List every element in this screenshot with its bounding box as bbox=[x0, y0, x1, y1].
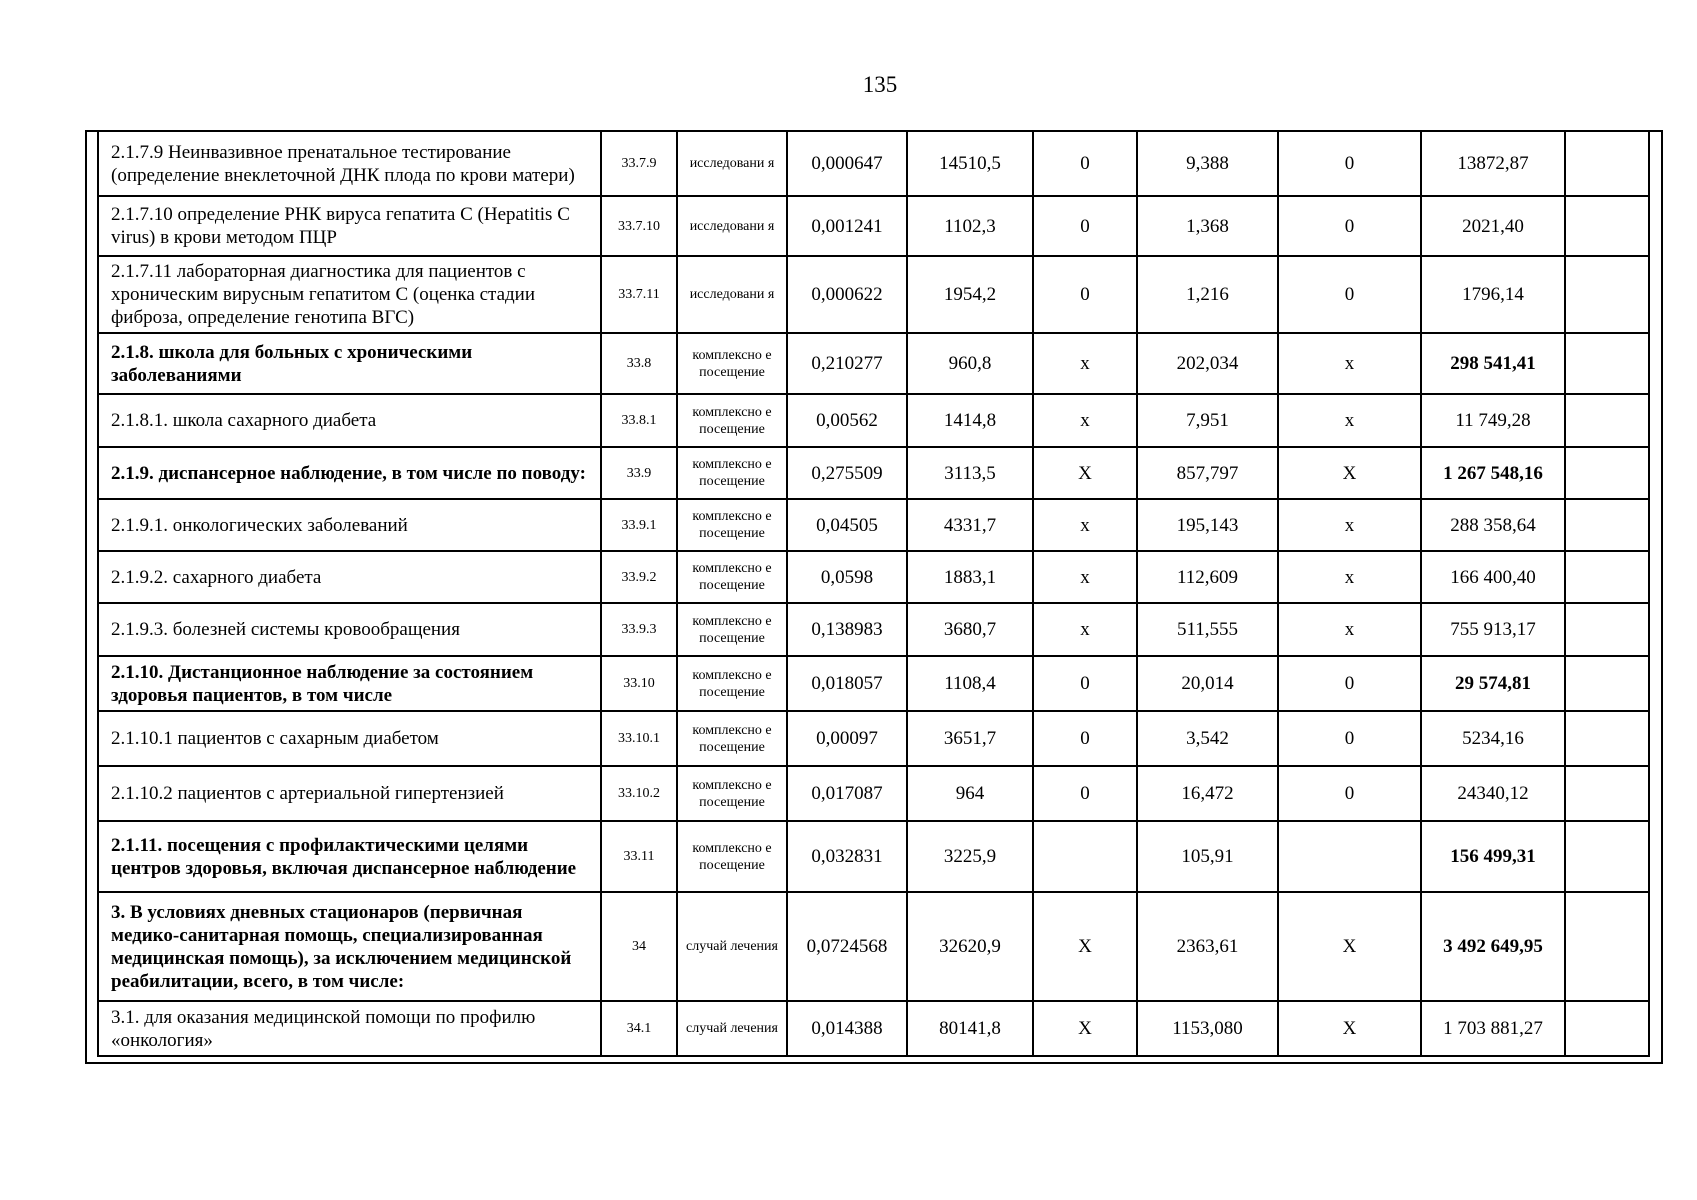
row-unit: комплексно е посещение bbox=[677, 821, 787, 892]
table-row bbox=[98, 711, 1649, 766]
row-total: 11 749,28 bbox=[1421, 394, 1565, 447]
row-unit: исследовани я bbox=[677, 256, 787, 333]
row-col7: 3,542 bbox=[1137, 711, 1278, 766]
row-unit: комплексно е посещение bbox=[677, 656, 787, 711]
table-row bbox=[98, 447, 1649, 499]
row-name: 2.1.10.1 пациентов с сахарным диабетом bbox=[98, 711, 601, 766]
row-cost: 14510,5 bbox=[907, 131, 1033, 196]
row-unit: исследовани я bbox=[677, 196, 787, 256]
row-col7: 1153,080 bbox=[1137, 1001, 1278, 1056]
row-col6: X bbox=[1033, 1001, 1137, 1056]
row-total: 298 541,41 bbox=[1421, 333, 1565, 394]
row-total: 1796,14 bbox=[1421, 256, 1565, 333]
row-col7: 511,555 bbox=[1137, 603, 1278, 656]
row-norm: 0,0724568 bbox=[787, 892, 907, 1001]
row-col6: x bbox=[1033, 551, 1137, 603]
row-cost: 3651,7 bbox=[907, 711, 1033, 766]
row-name: 2.1.9.1. онкологических заболеваний bbox=[98, 499, 601, 551]
row-extra bbox=[1565, 892, 1649, 1001]
row-col6: x bbox=[1033, 394, 1137, 447]
table-row bbox=[98, 551, 1649, 603]
row-extra bbox=[1565, 256, 1649, 333]
row-extra bbox=[1565, 656, 1649, 711]
row-norm: 0,001241 bbox=[787, 196, 907, 256]
row-code: 34 bbox=[601, 892, 677, 1001]
row-total: 24340,12 bbox=[1421, 766, 1565, 821]
row-cost: 1883,1 bbox=[907, 551, 1033, 603]
row-col7: 1,216 bbox=[1137, 256, 1278, 333]
row-code: 34.1 bbox=[601, 1001, 677, 1056]
page-number: 135 bbox=[862, 72, 898, 97]
row-col6: 0 bbox=[1033, 256, 1137, 333]
row-cost: 1414,8 bbox=[907, 394, 1033, 447]
row-total: 29 574,81 bbox=[1421, 656, 1565, 711]
row-norm: 0,000622 bbox=[787, 256, 907, 333]
row-col6: 0 bbox=[1033, 766, 1137, 821]
row-code: 33.7.10 bbox=[601, 196, 677, 256]
row-col7: 9,388 bbox=[1137, 131, 1278, 196]
row-col6: 0 bbox=[1033, 196, 1137, 256]
row-col6: x bbox=[1033, 499, 1137, 551]
row-total: 1 703 881,27 bbox=[1421, 1001, 1565, 1056]
row-col8 bbox=[1278, 821, 1421, 892]
row-cost: 964 bbox=[907, 766, 1033, 821]
table-row bbox=[98, 603, 1649, 656]
table-row bbox=[98, 196, 1649, 256]
row-col8: X bbox=[1278, 892, 1421, 1001]
row-norm: 0,00097 bbox=[787, 711, 907, 766]
table-row bbox=[98, 131, 1649, 196]
row-code: 33.10.1 bbox=[601, 711, 677, 766]
row-unit: случай лечения bbox=[677, 1001, 787, 1056]
row-unit: комплексно е посещение bbox=[677, 551, 787, 603]
row-extra bbox=[1565, 447, 1649, 499]
row-name: 2.1.11. посещения с профилактическими целями центров здоровья, включая диспансерное наблюдение bbox=[98, 821, 601, 892]
row-extra bbox=[1565, 499, 1649, 551]
row-norm: 0,017087 bbox=[787, 766, 907, 821]
row-norm: 0,275509 bbox=[787, 447, 907, 499]
row-extra bbox=[1565, 766, 1649, 821]
row-col8: 0 bbox=[1278, 196, 1421, 256]
row-name: 2.1.8. школа для больных с хроническими заболеваниями bbox=[98, 333, 601, 394]
row-col7: 202,034 bbox=[1137, 333, 1278, 394]
row-col8: 0 bbox=[1278, 131, 1421, 196]
row-col8: 0 bbox=[1278, 711, 1421, 766]
row-cost: 4331,7 bbox=[907, 499, 1033, 551]
data-table bbox=[97, 130, 1650, 1057]
row-total: 156 499,31 bbox=[1421, 821, 1565, 892]
table-row bbox=[98, 656, 1649, 711]
row-extra bbox=[1565, 394, 1649, 447]
row-total: 3 492 649,95 bbox=[1421, 892, 1565, 1001]
row-col8: 0 bbox=[1278, 766, 1421, 821]
row-cost: 32620,9 bbox=[907, 892, 1033, 1001]
row-code: 33.9.3 bbox=[601, 603, 677, 656]
row-unit: комплексно е посещение bbox=[677, 603, 787, 656]
row-name: 2.1.7.10 определение РНК вируса гепатита С (Hepatitis C virus) в крови методом ПЦР bbox=[98, 196, 601, 256]
row-col7: 2363,61 bbox=[1137, 892, 1278, 1001]
row-name: 2.1.10. Дистанционное наблюдение за состоянием здоровья пациентов, в том числе bbox=[98, 656, 601, 711]
row-norm: 0,210277 bbox=[787, 333, 907, 394]
row-total: 755 913,17 bbox=[1421, 603, 1565, 656]
row-col7: 105,91 bbox=[1137, 821, 1278, 892]
row-total: 5234,16 bbox=[1421, 711, 1565, 766]
row-cost: 1954,2 bbox=[907, 256, 1033, 333]
row-col8: X bbox=[1278, 1001, 1421, 1056]
row-cost: 1102,3 bbox=[907, 196, 1033, 256]
row-code: 33.10 bbox=[601, 656, 677, 711]
row-cost: 1108,4 bbox=[907, 656, 1033, 711]
row-unit: случай лечения bbox=[677, 892, 787, 1001]
row-extra bbox=[1565, 551, 1649, 603]
table-row bbox=[98, 256, 1649, 333]
row-name: 2.1.9.2. сахарного диабета bbox=[98, 551, 601, 603]
row-unit: комплексно е посещение bbox=[677, 447, 787, 499]
row-col7: 20,014 bbox=[1137, 656, 1278, 711]
row-name: 2.1.10.2 пациентов с артериальной гипертензией bbox=[98, 766, 601, 821]
row-unit: комплексно е посещение bbox=[677, 711, 787, 766]
row-extra bbox=[1565, 821, 1649, 892]
row-code: 33.7.9 bbox=[601, 131, 677, 196]
row-total: 2021,40 bbox=[1421, 196, 1565, 256]
row-cost: 80141,8 bbox=[907, 1001, 1033, 1056]
row-norm: 0,032831 bbox=[787, 821, 907, 892]
row-col6: x bbox=[1033, 333, 1137, 394]
table-row bbox=[98, 766, 1649, 821]
row-col6: X bbox=[1033, 892, 1137, 1001]
row-code: 33.11 bbox=[601, 821, 677, 892]
row-col7: 16,472 bbox=[1137, 766, 1278, 821]
row-extra bbox=[1565, 711, 1649, 766]
row-col7: 7,951 bbox=[1137, 394, 1278, 447]
row-extra bbox=[1565, 333, 1649, 394]
row-col6 bbox=[1033, 821, 1137, 892]
row-unit: комплексно е посещение bbox=[677, 333, 787, 394]
row-unit: исследовани я bbox=[677, 131, 787, 196]
row-name: 2.1.9.3. болезней системы кровообращения bbox=[98, 603, 601, 656]
row-extra bbox=[1565, 196, 1649, 256]
row-name: 2.1.9. диспансерное наблюдение, в том числе по поводу: bbox=[98, 447, 601, 499]
row-name: 2.1.8.1. школа сахарного диабета bbox=[98, 394, 601, 447]
row-col6: 0 bbox=[1033, 131, 1137, 196]
row-col8: 0 bbox=[1278, 656, 1421, 711]
row-col8: x bbox=[1278, 499, 1421, 551]
row-unit: комплексно е посещение bbox=[677, 394, 787, 447]
row-extra bbox=[1565, 131, 1649, 196]
row-code: 33.8.1 bbox=[601, 394, 677, 447]
row-total: 1 267 548,16 bbox=[1421, 447, 1565, 499]
row-norm: 0,138983 bbox=[787, 603, 907, 656]
row-name: 2.1.7.11 лабораторная диагностика для пациентов с хроническим вирусным гепатитом С (оценка стадии фиброза, определение генотипа ВГС) bbox=[98, 256, 601, 333]
row-col7: 1,368 bbox=[1137, 196, 1278, 256]
row-col8: X bbox=[1278, 447, 1421, 499]
row-code: 33.9 bbox=[601, 447, 677, 499]
row-unit: комплексно е посещение bbox=[677, 766, 787, 821]
table-row bbox=[98, 394, 1649, 447]
row-norm: 0,014388 bbox=[787, 1001, 907, 1056]
row-col6: 0 bbox=[1033, 656, 1137, 711]
row-col8: x bbox=[1278, 394, 1421, 447]
row-col6: 0 bbox=[1033, 711, 1137, 766]
row-cost: 3113,5 bbox=[907, 447, 1033, 499]
row-col8: 0 bbox=[1278, 256, 1421, 333]
table-row bbox=[98, 821, 1649, 892]
row-name: 3.1. для оказания медицинской помощи по профилю «онкология» bbox=[98, 1001, 601, 1056]
row-total: 13872,87 bbox=[1421, 131, 1565, 196]
row-code: 33.8 bbox=[601, 333, 677, 394]
row-code: 33.10.2 bbox=[601, 766, 677, 821]
row-code: 33.7.11 bbox=[601, 256, 677, 333]
row-code: 33.9.2 bbox=[601, 551, 677, 603]
row-norm: 0,018057 bbox=[787, 656, 907, 711]
row-unit: комплексно е посещение bbox=[677, 499, 787, 551]
row-extra bbox=[1565, 603, 1649, 656]
row-norm: 0,00562 bbox=[787, 394, 907, 447]
row-norm: 0,04505 bbox=[787, 499, 907, 551]
row-col6: X bbox=[1033, 447, 1137, 499]
row-col7: 195,143 bbox=[1137, 499, 1278, 551]
row-col8: x bbox=[1278, 603, 1421, 656]
row-col8: x bbox=[1278, 333, 1421, 394]
row-col7: 112,609 bbox=[1137, 551, 1278, 603]
table-row bbox=[98, 499, 1649, 551]
row-cost: 960,8 bbox=[907, 333, 1033, 394]
row-col8: x bbox=[1278, 551, 1421, 603]
row-norm: 0,0598 bbox=[787, 551, 907, 603]
row-cost: 3680,7 bbox=[907, 603, 1033, 656]
row-col7: 857,797 bbox=[1137, 447, 1278, 499]
row-col6: x bbox=[1033, 603, 1137, 656]
table-row bbox=[98, 892, 1649, 1001]
row-total: 288 358,64 bbox=[1421, 499, 1565, 551]
table-row bbox=[98, 1001, 1649, 1056]
row-total: 166 400,40 bbox=[1421, 551, 1565, 603]
row-extra bbox=[1565, 1001, 1649, 1056]
row-code: 33.9.1 bbox=[601, 499, 677, 551]
table-row bbox=[98, 333, 1649, 394]
row-name: 3. В условиях дневных стационаров (первичная медико-санитарная помощь, специализированная медицинская помощь), за исключением медицинской реабилитации, всего, в том числе: bbox=[98, 892, 601, 1001]
row-norm: 0,000647 bbox=[787, 131, 907, 196]
row-cost: 3225,9 bbox=[907, 821, 1033, 892]
row-name: 2.1.7.9 Неинвазивное пренатальное тестирование (определение внеклеточной ДНК плода по крови матери) bbox=[98, 131, 601, 196]
